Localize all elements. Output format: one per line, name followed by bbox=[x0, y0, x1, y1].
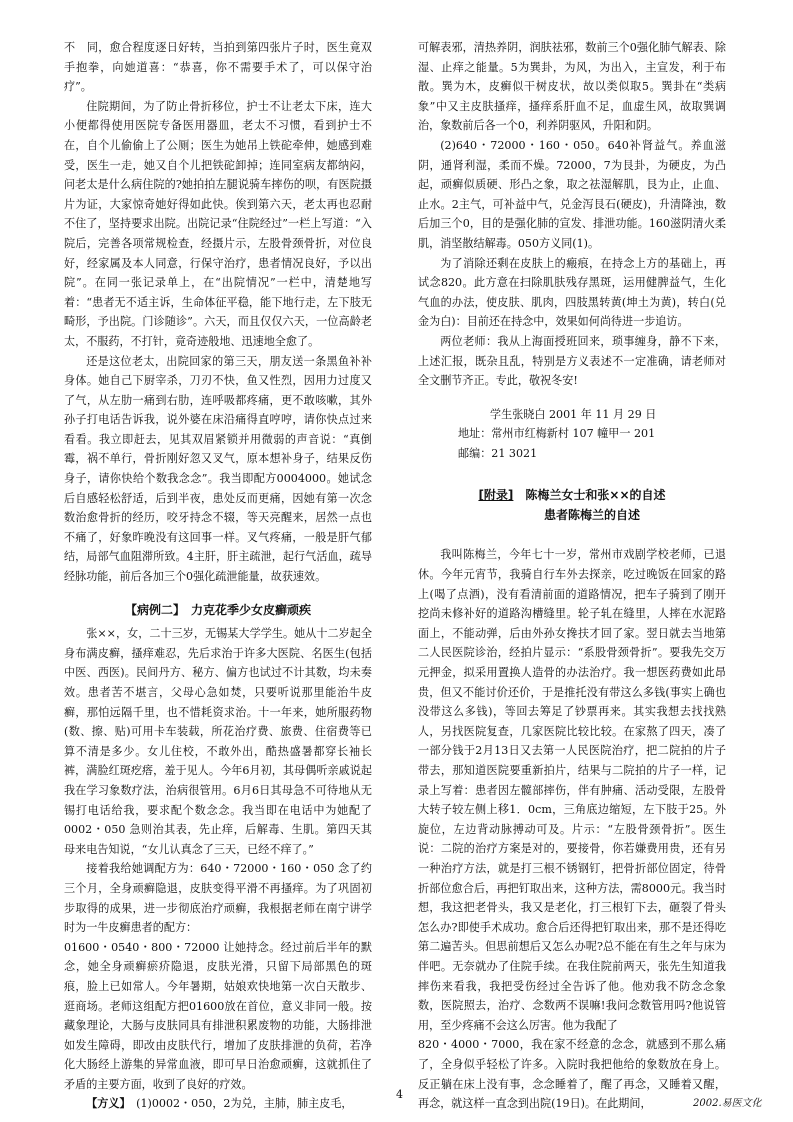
appendix-title: 陈梅兰女士和张××的自述 bbox=[513, 488, 666, 503]
paragraph: 还是这位老太，出院回家的第三天，朋友送一条黑鱼补补身体。她自己下厨宰杀，刀刃不快，鱼又性烈，因用力过度又了气，从左肋一痛到右肋，连呼吸都疼痛，更不敢咳嗽，其外孙子打电话告诉我，说外婆在床沿痛得直哼哼，请你快点过来看看。我立即赶去，见其双眉紧锁并用微弱的声音说：“真倒霉，祸不单行，骨折刚好忽又叉气，原本想补身子，结果反伤身子，请你快给个数我念念”。我当即配方0004000。她试念后自感轻松舒适，后到半夜，患处反而更痛，因她有第一次念数治愈骨折的经历，咬牙持念不辍，等天亮醒来，居然一点也不痛了，好象昨晚没有这回事一样。叉气疼痛，一般是肝气郁结，局部气血阻滞所致。4主肝，肝主疏泄，起行气活血，疏导经脉功能，前后各加三个0强化疏泄能量，故获速效。 bbox=[64, 354, 372, 584]
paragraph: 两位老师：我从上海面授班回来，琐事缠身，静不下来，上述汇报，既杂且乱，特别是方义表述不一定准确，请老师对全文删节齐正。专此，敬祝冬安! bbox=[418, 334, 726, 388]
signature-date: 学生张晓白 2001 年 11 月 29 日 bbox=[490, 407, 657, 421]
appendix-tag: [附录] bbox=[478, 488, 514, 503]
paragraph: 不 同，愈合程度逐日好转，当拍到第四张片子时，医生竟双手抱拳，向她道喜：“恭喜，你不需要手术了，可以保守治疗”。 bbox=[64, 41, 372, 94]
signature-address: 地址：常州市红梅新村 107 幢甲一 201 bbox=[458, 427, 656, 441]
appendix-subtitle: 患者陈梅兰的自述 bbox=[543, 508, 640, 523]
left-column bbox=[64, 38, 372, 1114]
paragraph: 为了消除还剩在皮肤上的瘢痕，在持念上方的基础上，再试念820。此方意在扫除肌肤残存黑斑，运用健脾益气，生化气血的办法，使皮肤、肌肉，四肢黑转黄(坤土为黄)，转白(兑金为白)：目前还在持念中，效果如何尚待进一步追访。 bbox=[418, 256, 726, 329]
paragraph: 可解表邪，清热养阴，润肤祛邪，数前三个0强化肺气解表、除湿、止痒之能量。5为巽卦，为风，为出入，主宣发，利于布散。巽为木，皮癣似干树皮状，故以类似取5。巽卦在“类病象”中又主皮肤搔痒，搔痒系肝血不足，血虚生风，故取巽调治，象数前后各一个0，利养阴驱风，升阳和阴。 bbox=[418, 41, 726, 133]
fangyi-label: 【方义】 bbox=[86, 1097, 126, 1111]
case-heading: 【病例二】 力克花季少女皮癣顽疾 bbox=[124, 602, 311, 617]
footer-mark: 2002.易医文化 bbox=[693, 1098, 762, 1109]
paragraph: 我叫陈梅兰，今年七十一岁，常州市戏剧学校老师，已退休。今年元宵节，我骑自行车外去探亲，吃过晚饭在回家的路上(喝了点酒)，没有看清前面的道路情况，把车子骑到了刚开挖尚未修补好的道路沟槽缝里。轮子轧在缝里，人摔在水泥路面上，不能动弹，后由外孙女搀扶才回了家。翌日就去当地第二人民医院诊治，经拍片显示：“系股骨颈骨折”。要我先交万元押金，拟采用置换人造骨的办法治疗。我一想医药费如此昂贵，但又不能讨价还价，于是推托没有带这么多钱(事实上确也没带这么多钱)，等回去筹足了钞票再来。其实我想去找找熟人，另找医院复查，几家医院比较比较。在家熬了四天，凑了一部分钱于2月13日又去第一人民医院治疗，把二院拍的片子带去，那知道医院要重新拍片，结果与二院拍的片子一样，记录上写着：患者因左髋部摔伤，伴有肿痛、活动受限，左股骨大转子较左侧上移1．0cm，三角底边缩短，左下肢于25。外旋位，左边背动脉搏动可及。片示：“左股骨颈骨折”。医生说：二院的治疗方案是对的，要接骨，你若嫌费用贵，还有另一种治疗方法，就是打三根不锈钢钉，把骨折部位固定，待骨折部位愈合后，再把钉取出来，这种方法，需8000元。我当时想，我这把老骨头，我又是老化，打三根钉下去，砸裂了骨头怎么办?即使手术成功。愈合后还得把钉取出来，那不是还得吃第二遍苦头。但思前想后又怎么办呢?总不能在有生之年与床为伴吧。无奈就办了住院手续。在我住院前两天，张先生知道我摔伤来看我，我把受伤经过全告诉了他。他劝我不防念念象数，医院照去，治疗、念数两不误嘛!我问念数管用吗?他说管用，至少疼痛不会这么厉害。他为我配了 bbox=[418, 548, 726, 1032]
paragraph: 张××，女，二十三岁，无锡某大学学生。她从十二岁起全身布满皮癣，搔痒难忍，先后求治于许多大医院、名医生(包括中医、西医)。民间丹方、秘方、偏方也试过不计其数，均未奏效。患者苦不堪言，父母心急如焚，只要听说那里能治牛皮癣，那怕远隔千里，也不惜耗资求治。十一年来，她所服药物(数、擦、贴)可用卡车装载，所花治疗费、旅费、住宿费等已算不清是多少。女儿住校，不敢外出，酷热盛暑都穿长袖长裤，满脸红斑疙瘩，羞于见人。今年6月初，其母偶听亲戚说起我在学习象数疗法，治病很管用。6月6日其母急不可待地从无锡打电话给我，要求配个数念念。我当即在电话中为她配了0002・050 急则治其表，先止痒，后解毒、生肌。第四天其母来电告知说，“女儿认真念了三天，已经不痒了。” bbox=[64, 627, 372, 856]
paragraph: 住院期间，为了防止骨折移位，护士不让老太下床，连大小便都得使用医院专备医用器皿，老太不习惯，看到护士不在，自个儿偷偷上了公厕；医生为她吊上铁砣牵伸，她感到难受，医生一走，她又自个儿把铁砣卸掉；连同室病友都纳闷，问老太是什么病住院的?她拍拍左腿说骑车摔伤的呗，有医院摄片为证，大家惊奇她好得如此快。俟到第六天，老太再也忍耐不住了，坚持要求出院。出院记录“住院经过”一栏上写道：“入院后，完善各项常规检查，经摄片示，左股骨颈骨折，对位良好，经家属及本人同意，行保守治疗，患者情况良好，予以出院”。在同一张记录单上，在“出院情况”一栏中，清楚地写着：“患者无不适主诉，生命体征平稳，能下地行走，左下肢无畸形，予出院。门诊随诊”。六天，而且仅仅六天，一位高龄老太，不服药，不打针，竟奇迹般地、迅速地全愈了。 bbox=[64, 99, 372, 348]
paragraph: 01600・0540・800・72000 让她持念。经过前后半年的默念，她全身顽癣瘀疥隐退，皮肤光滑，只留下局部黑色的斑痕，脸上已如常人。今年暑期，姑娘欢快地第一次白天散步、逛商场。老师这组配方把01600放在首位，意义非同一般。按藏象理论，大肠与皮肤同具有排泄积累废物的功能，大肠排泄如发生障碍，即改由皮肤代行，增加了皮肤排泄的负荷，若净化大肠经上游集的异常血液，即可早日治愈顽癣，这就抓住了矛盾的主要方面，收到了良好的疗效。 bbox=[64, 940, 372, 1091]
page-number: 4 bbox=[396, 1088, 403, 1101]
paragraph bbox=[64, 1094, 372, 1114]
paragraph: 820・4000・7000，我在家不经意的念念，就感到不那么痛了，全身似乎轻松了许多。入院时我把他给的象数放在身上。反正躺在床上没有事，念念睡着了，醒了再念，又睡着又醒，再念，就这样一直念到出院(19日)。在此期间， bbox=[418, 1038, 726, 1111]
paragraph-text: (1)0002・050，2为兑，主肺，肺主皮毛， bbox=[125, 1097, 353, 1111]
paragraph: 接着我给她调配方为：640・72000・160・050 念了约三个月，全身顽癣隐退，皮肤变得平滑不再搔痒。为了巩固初步取得的成果，进一步彻底治疗顽癣，我根据老师在南宁讲学时为一牛皮癣患者的配方： bbox=[64, 862, 372, 935]
right-column bbox=[418, 38, 726, 1114]
signature-block bbox=[418, 405, 726, 464]
signature-postcode: 邮编：21 3021 bbox=[458, 446, 538, 460]
appendix-heading bbox=[418, 485, 726, 525]
paragraph: (2)640・72000・160・050。640补肾益气。养血滋阴，通肾利湿，柔而不燥。72000，7为艮卦，为硬皮，为凸起，顽癣似质硬、形凸之象，取之祛湿解肌，艮为止，止血、止水。2主气，可补益中气，兑金泻艮石(硬皮)，升清降浊，数后加三个0，目的是强化肺的宣发、排泄功能。160滋阴清火柔肌，消坚散结解毒。050方义同(1)。 bbox=[418, 138, 726, 250]
